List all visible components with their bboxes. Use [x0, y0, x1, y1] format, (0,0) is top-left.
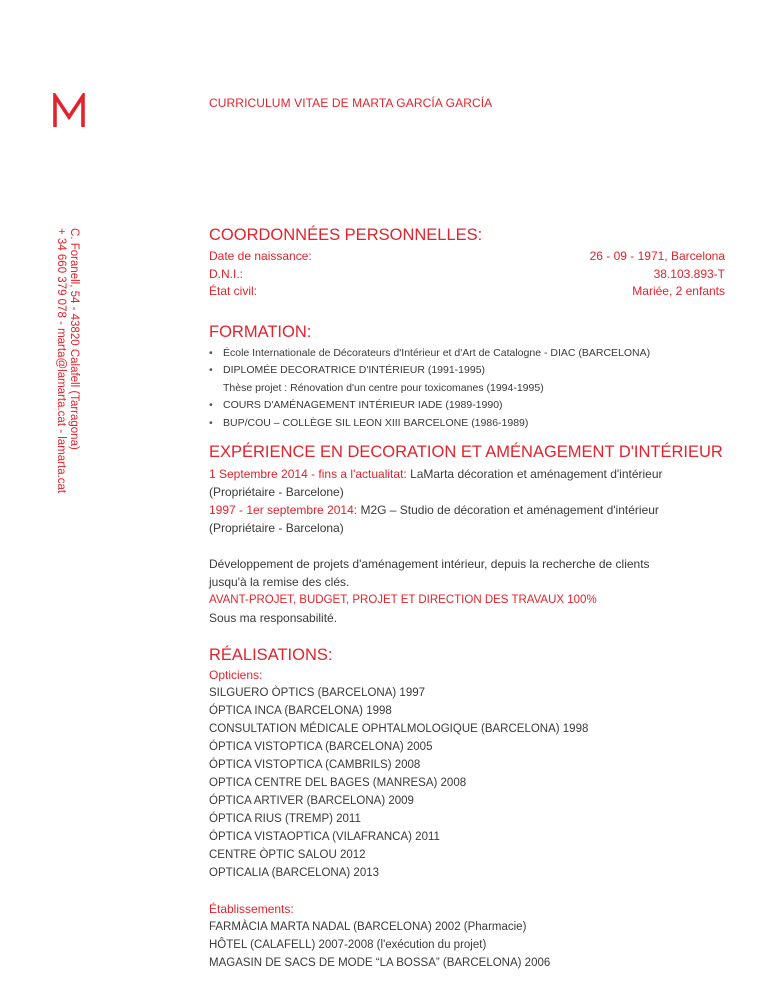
- formation-item: • BUP/COU – COLLÈGE SIL LEON XIII BARCELONE (1986-1989): [209, 415, 725, 433]
- job-date: 1 Septembre 2014 - fins a l'actualitat:: [209, 467, 407, 481]
- formation-list: [209, 345, 725, 433]
- formation-item: • École Internationale de Décorateurs d'Intérieur et d'Art de Catalogne - DIAC (BARCELONA): [209, 345, 725, 363]
- contact-address: C. Foranell, 54 - 43820 Calafell (Tarragona): [68, 228, 80, 450]
- personal-value: 38.103.893-T: [653, 266, 725, 281]
- personal-row: [209, 283, 725, 301]
- realisations-heading: RÉALISATIONS:: [209, 646, 333, 664]
- job-description: M2G – Studio de décoration et aménagement d'intérieur: [357, 503, 659, 517]
- list-item: CENTRE ÒPTIC SALOU 2012: [209, 849, 366, 861]
- description-line: Développement de projets d'aménagement intérieur, depuis la recherche de clients: [209, 557, 650, 571]
- personal-table: [209, 248, 725, 301]
- personal-value: Mariée, 2 enfants: [632, 284, 725, 298]
- personal-row: [209, 248, 725, 266]
- establishments-label: Établissements:: [209, 902, 294, 916]
- cv-content: [209, 224, 725, 972]
- job-role: (Propriétaire - Barcelone): [209, 485, 344, 499]
- job-role: (Propriétaire - Barcelona): [209, 521, 344, 535]
- job-entry: [209, 465, 725, 483]
- opticians-list: [209, 666, 725, 882]
- experience-highlight: AVANT-PROJET, BUDGET, PROJET ET DIRECTION DES TRAVAUX 100%: [209, 594, 597, 606]
- establishments-list: [209, 900, 725, 972]
- contact-phone-email-web: + 34 660 379 078 - marta@lamarta.cat - lamarta.cat: [55, 228, 67, 494]
- list-item: ÓPTICA VISTAOPTICA (VILAFRANCA) 2011: [209, 831, 440, 843]
- opticians-label: Opticiens:: [209, 668, 263, 682]
- experience-description: [209, 555, 725, 627]
- personal-row: [209, 266, 725, 284]
- formation-item: • DIPLOMÉE DECORATRICE D'INTÉRIEUR (1991-1995): [209, 362, 725, 380]
- formation-heading: FORMATION:: [209, 322, 312, 341]
- list-item: ÓPTICA ARTIVER (BARCELONA) 2009: [209, 795, 414, 807]
- list-item: CONSULTATION MÉDICALE OPHTALMOLOGIQUE (BARCELONA) 1998: [209, 723, 589, 735]
- list-item: FARMÀCIA MARTA NADAL (BARCELONA) 2002 (Pharmacie): [209, 921, 527, 933]
- personal-label: Date de naissance:: [209, 249, 312, 263]
- contact-vertical: [54, 228, 80, 588]
- list-item: MAGASIN DE SACS DE MODE “LA BOSSA” (BARCELONA) 2006: [209, 957, 551, 969]
- formation-item: • COURS D'AMÉNAGEMENT INTÉRIEUR IADE (1989-1990): [209, 397, 725, 415]
- logo-m: [52, 93, 86, 129]
- personal-value: 26 - 09 - 1971, Barcelona: [589, 249, 725, 263]
- experience-jobs: [209, 465, 725, 537]
- list-item: ÓPTICA INCA (BARCELONA) 1998: [209, 705, 392, 717]
- list-item: SILGUERO ÒPTICS (BARCELONA) 1997: [209, 687, 426, 699]
- list-item: ÓPTICA RIUS (TREMP) 2011: [209, 813, 361, 825]
- job-description: LaMarta décoration et aménagement d'intérieur: [406, 467, 663, 481]
- job-entry: [209, 501, 725, 519]
- list-item: OPTICA CENTRE DEL BAGES (MANRESA) 2008: [209, 777, 467, 789]
- list-item: HÔTEL (CALAFELL) 2007-2008 (l'exécution du projet): [209, 939, 487, 951]
- personal-label: D.N.I.:: [209, 266, 244, 281]
- personal-label: État civil:: [209, 284, 258, 298]
- list-item: ÓPTICA VISTOPTICA (CAMBRILS) 2008: [209, 759, 421, 771]
- description-line: jusqu'à la remise des clés.: [209, 575, 350, 589]
- personal-heading: COORDONNÉES PERSONNELLES:: [209, 226, 483, 244]
- list-item: ÓPTICA VISTOPTICA (BARCELONA) 2005: [209, 741, 433, 753]
- list-item: OPTICALIA (BARCELONA) 2013: [209, 867, 380, 879]
- formation-item: Thèse projet : Rénovation d'un centre pour toxicomanes (1994-1995): [223, 381, 544, 394]
- cv-title: CURRICULUM VITAE DE MARTA GARCÍA GARCÍA: [209, 96, 493, 110]
- experience-heading: EXPÉRIENCE EN DECORATION ET AMÉNAGEMENT D'INTÉRIEUR: [209, 443, 723, 461]
- responsibility-note: Sous ma responsabilité.: [209, 611, 338, 625]
- job-date: 1997 - 1er septembre 2014:: [209, 503, 358, 517]
